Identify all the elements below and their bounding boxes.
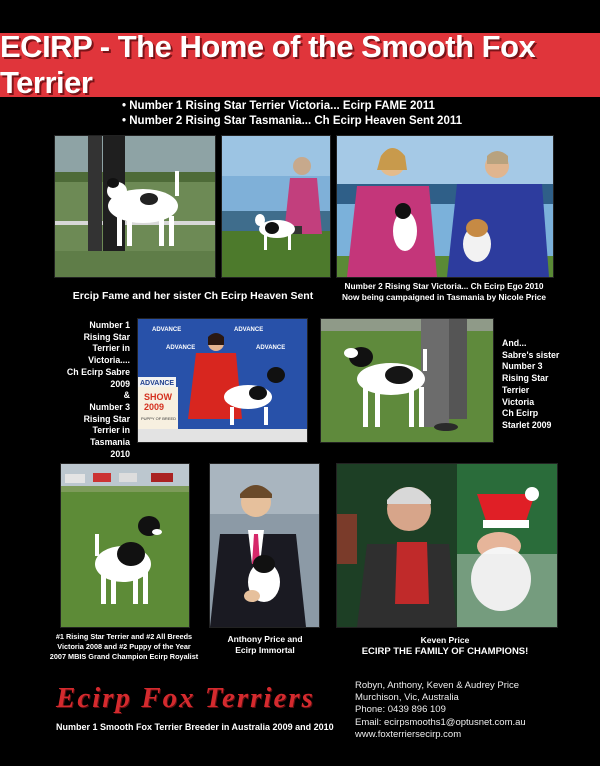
advance-logo-text: ADVANCE [152,327,182,333]
breeder-tagline: Number 1 Smooth Fox Terrier Breeder in Australia 2009 and 2010 [56,722,334,732]
caption-starlet-line: Victoria [502,396,535,407]
caption-sabre-line: Number 3 [89,401,130,412]
contact-phone: Phone: 0439 896 109 [355,704,446,716]
caption-sabre-line: 2009 [110,378,130,389]
caption-royalist-line: #1 Rising Star Terrier and #2 All Breeds [55,632,193,641]
caption-starlet-line: Sabre's sister [502,349,560,360]
photo-keven-price [336,463,558,628]
photo-ecirp-royalist [60,463,190,628]
brand-script-logo: Ecirp Fox Terriers [56,682,315,714]
caption-sabre-line: Ch Ecirp Sabre [66,366,130,377]
show-title-text: SHOW [144,392,172,402]
caption-ego-line: Number 2 Rising Star Victoria... Ch Ecirp Ego 2010 [344,281,544,291]
title-banner [0,29,600,100]
caption-anthony [210,634,320,656]
contact-email: Email: ecirpsmooths1@optusnet.com.au [355,716,526,728]
caption-ego [331,281,557,303]
achievement-item: • Number 2 Rising Star Tasmania... Ch Ecirp Heaven Sent 2011 [122,114,462,129]
caption-sabre-line: Tasmania [90,437,130,448]
contact-names: Robyn, Anthony, Keven & Audrey Price [355,680,520,691]
caption-sabre-line: Victoria.... [88,355,130,366]
caption-fame-heaven: Ercip Fame and her sister Ch Ecirp Heaven Sent [72,290,314,302]
caption-sabre-line: Terrier in [92,425,130,436]
show-year-text: 2009 [144,402,165,412]
caption-sabre [50,320,130,460]
caption-royalist [40,632,208,662]
caption-ego-line: Now being campaigned in Tasmania by Nicole Price [341,292,547,302]
caption-sabre-line: Rising Star [83,413,130,424]
photo-heaven-sent [221,135,331,278]
photo-ecirp-sabre [137,318,308,443]
caption-starlet-line: Rising Star [502,373,549,384]
achievement-list [122,99,462,129]
advance-logo-text: ADVANCE [234,327,264,333]
photo-anthony-price [209,463,320,628]
caption-royalist-line: Victoria 2008 and #2 Puppy of the Year [57,642,191,651]
caption-starlet-line: Terrier [502,384,530,395]
advance-logo-text: ADVANCE [256,345,286,351]
caption-sabre-line: & [123,390,130,401]
caption-family: ECIRP THE FAMILY OF CHAMPIONS! [361,646,529,657]
caption-starlet [502,338,582,432]
caption-anthony-line: Ecirp Immortal [235,645,295,655]
caption-royalist-line: 2007 MBIS Grand Champion Ecirp Royalist [49,652,199,661]
achievement-item: • Number 1 Rising Star Terrier Victoria... Ecirp FAME 2011 [122,99,462,114]
puppy-text: PUPPY OF BREED [141,416,177,421]
caption-starlet-line: And... [502,338,527,348]
caption-keven-name: Keven Price [420,635,470,645]
caption-sabre-line: Number 1 [89,320,130,330]
advance-logo-text: ADVANCE [166,345,196,351]
caption-starlet-line: Number 3 [502,361,543,372]
caption-keven [330,634,560,658]
caption-starlet-line: Ch Ecirp [502,408,539,419]
photo-ecirp-starlet [320,318,494,443]
caption-starlet-line: Starlet 2009 [502,419,552,430]
page-title: ECIRP - The Home of the Smooth Fox Terrier [0,29,536,100]
caption-sabre-line: Rising Star [83,331,130,342]
caption-sabre-line: 2010 [110,448,130,459]
contact-location: Murchison, Vic, Australia [355,692,459,704]
photo-ecirp-ego [336,135,554,278]
caption-anthony-line: Anthony Price and [227,634,303,644]
caption-sabre-line: Terrier in [92,343,130,354]
photo-ecirp-fame [54,135,216,278]
advance-logo-text: ADVANCE [140,380,175,387]
contact-website: www.foxterriersecirp.com [355,728,462,740]
contact-block [355,680,526,741]
